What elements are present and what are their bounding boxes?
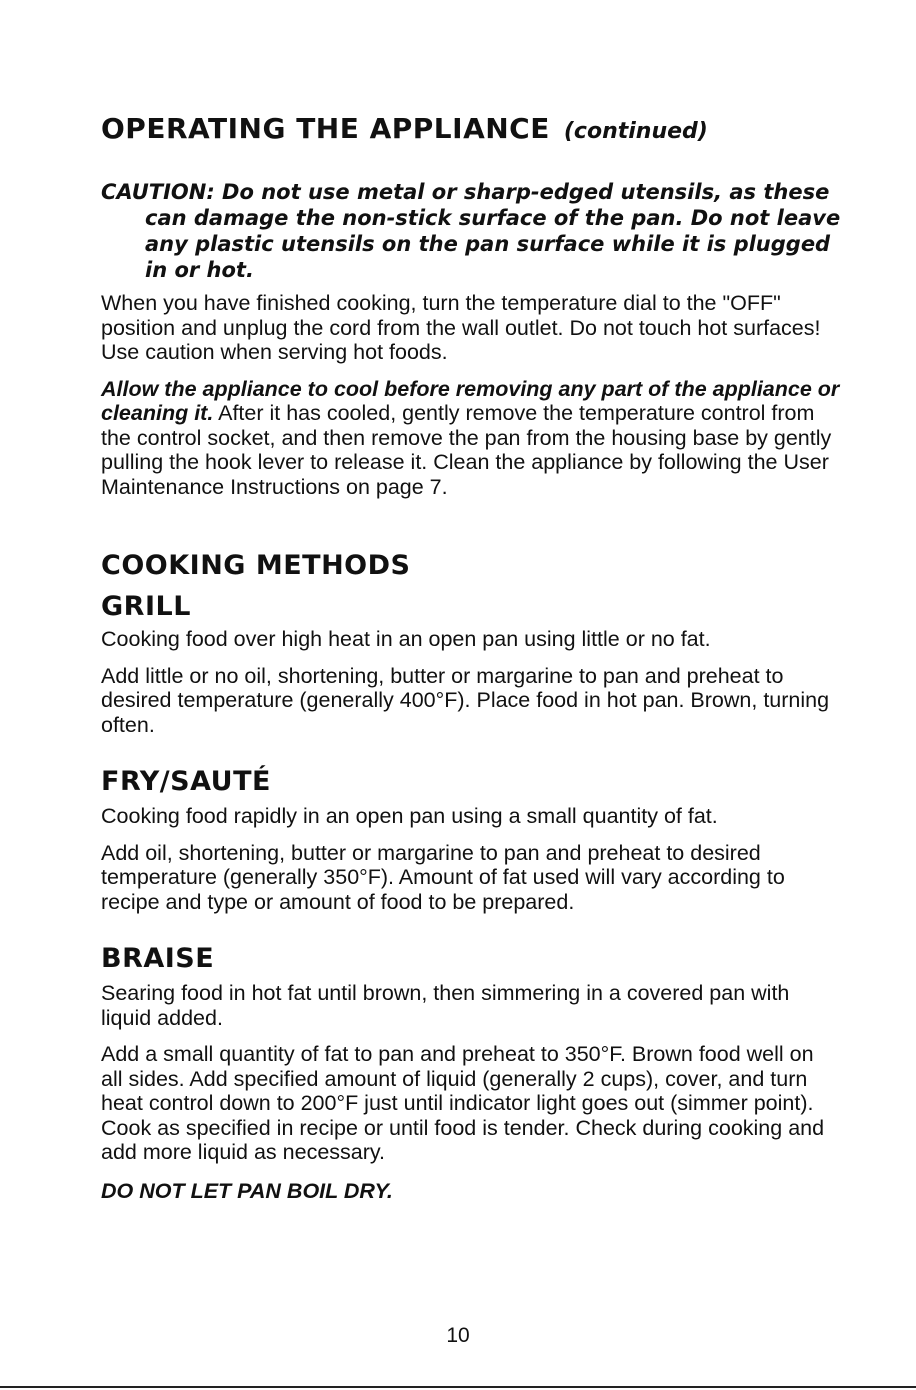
bottom-rule — [0, 1386, 916, 1388]
cool-before-removing-paragraph — [101, 377, 841, 500]
braise-heading: BRAISE — [101, 943, 215, 974]
cooking-methods-heading: COOKING METHODS — [101, 550, 411, 581]
operating-heading — [101, 112, 841, 149]
fry-saute-heading: FRY/SAUTÉ — [101, 766, 271, 797]
braise-instructions: Add a small quantity of fat to pan and preheat to 350°F. Brown food well on all sides. Add specified amount of liquid (generally 2 cups), cover, and turn heat control down to 200°F just until indicator light goes out (simmer point). Cook as specified in recipe or until food is tender. Check during cooking and add more liquid as necessary. — [101, 1042, 825, 1164]
cool-before-removing-emphasis: Allow the appliance to cool before removing any part of the appliance or cleaning it. — [101, 376, 840, 425]
continued-label: (continued) — [563, 119, 708, 144]
caution-notice: CAUTION: Do not use metal or sharp-edged utensils, as these can damage the non-stick surface of the pan. Do not leave any plastic utensils on the pan surface while it is plugged in or hot. — [101, 180, 841, 282]
boil-dry-warning: DO NOT LET PAN BOIL DRY. — [101, 1178, 393, 1203]
grill-definition: Cooking food over high heat in an open pan using little or no fat. — [101, 627, 711, 651]
grill-heading: GRILL — [101, 591, 191, 622]
operating-heading-text: OPERATING THE APPLIANCE — [101, 112, 550, 145]
finished-cooking-paragraph: When you have finished cooking, turn the temperature dial to the "OFF" position and unplug the cord from the wall outlet. Do not touch hot surfaces! Use caution when serving hot foods. — [101, 291, 821, 364]
grill-instructions: Add little or no oil, shortening, butter or margarine to pan and preheat to desired temperature (generally 400°F). Place food in hot pan. Brown, turning often. — [101, 663, 830, 737]
fry-saute-instructions: Add oil, shortening, butter or margarine to pan and preheat to desired temperature (generally 350°F). Amount of fat used will vary according to recipe and type or amount of food to be prepared. — [101, 840, 785, 914]
page-content — [101, 112, 841, 1203]
fry-saute-definition: Cooking food rapidly in an open pan using a small quantity of fat. — [101, 804, 718, 828]
cool-before-removing-text: After it has cooled, gently remove the temperature control from the control socket, and then remove the pan from the housing base by gently pulling the hook lever to release it. Clean the appliance by following the User Maintenance Instructions on page 7. — [101, 401, 832, 499]
braise-definition: Searing food in hot fat until brown, then simmering in a covered pan with liquid added. — [101, 981, 790, 1030]
page-number: 10 — [446, 1324, 470, 1347]
